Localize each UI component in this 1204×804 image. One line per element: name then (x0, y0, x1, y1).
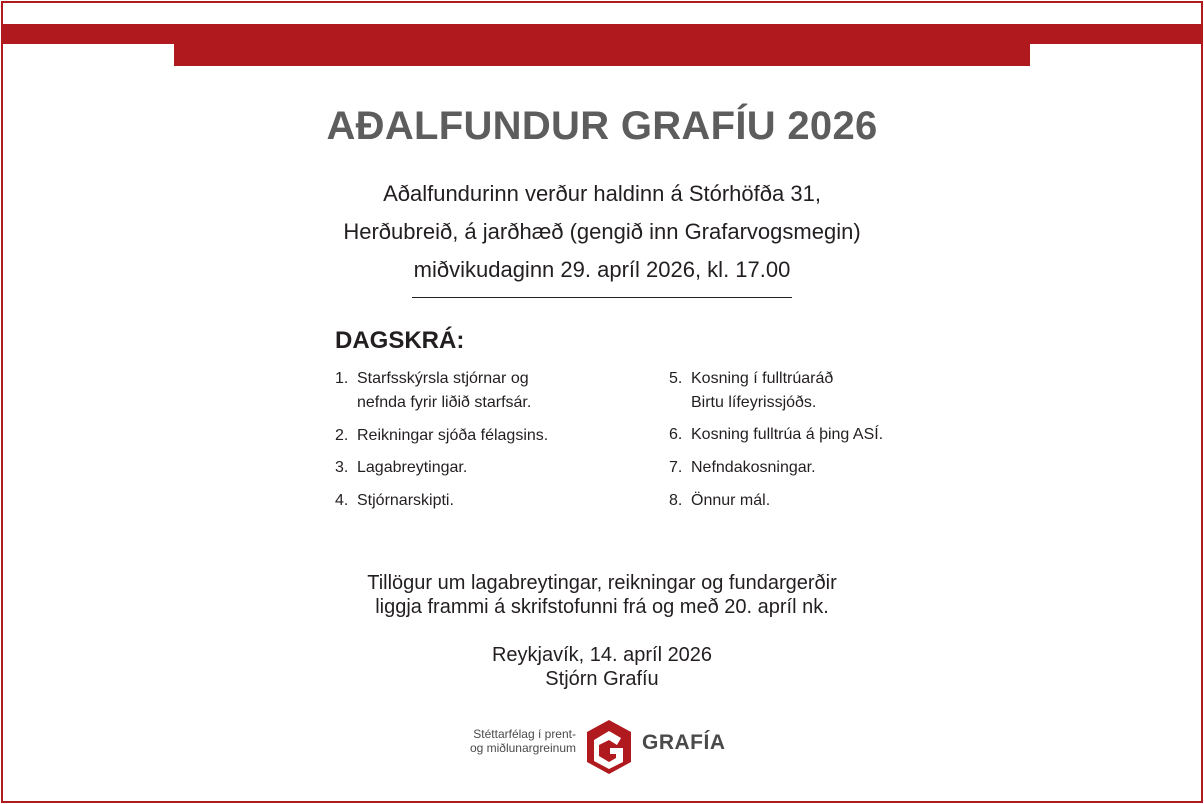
header-band-lower (174, 44, 1030, 66)
agenda-item (669, 423, 999, 447)
logo-tagline (456, 727, 576, 755)
agenda-item (335, 456, 665, 480)
agenda-heading: DAGSKRÁ: (335, 327, 465, 354)
agenda-item-text: Lagabreytingar. (357, 459, 468, 476)
page-title: AÐALFUNDUR GRAFÍU 2026 (326, 104, 878, 148)
agenda-item-text: Önnur mál. (691, 492, 771, 509)
agenda-item-number: 2. (335, 427, 349, 444)
notice-line: Tillögur um lagabreytingar, reikningar og fundargerðir (367, 572, 837, 594)
agenda-item-number: 5. (669, 370, 683, 387)
agenda-item-number: 4. (335, 492, 349, 509)
agenda-item-number: 8. (669, 492, 683, 509)
agenda-item-text: Nefndakosningar. (691, 459, 816, 476)
notice-line: liggja frammi á skrifstofunni frá og með 20. apríl nk. (375, 596, 829, 618)
agenda-item-text: Stjórnarskipti. (357, 492, 454, 509)
header-band (3, 24, 1201, 44)
agenda-item-text: Reikningar sjóða félagsins. (357, 427, 549, 444)
agenda-item-line: Birtu lífeyrissjóðs. (691, 394, 817, 411)
agenda-item-line: Starfsskýrsla stjórnar og (357, 370, 529, 387)
signatory: Stjórn Grafíu (545, 668, 659, 690)
logo-tagline-line: og miðlunargreinum (469, 741, 576, 755)
logo-wordmark: GRAFÍA (642, 731, 726, 754)
header-band-notch (184, 3, 1020, 24)
agenda-item-text: Kosning fulltrúa á þing ASÍ. (691, 426, 884, 443)
signoff (0, 643, 1204, 691)
agenda-item (335, 367, 665, 415)
agenda-item (669, 367, 999, 415)
meeting-details (0, 175, 1204, 289)
grafia-logo-icon (585, 718, 633, 776)
meeting-details-line: Aðalfundurinn verður haldinn á Stórhöfða 31, (383, 181, 821, 206)
agenda-item-number: 3. (335, 459, 349, 476)
agenda-item-number: 6. (669, 426, 683, 443)
agenda-item (335, 489, 665, 513)
agenda-item (335, 424, 665, 448)
logo-tagline-line: Stéttarfélag í prent- (473, 727, 576, 741)
agenda-item-number: 7. (669, 459, 683, 476)
documents-notice (0, 571, 1204, 619)
meeting-details-line: Herðubreið, á jarðhæð (gengið inn Grafarvogsmegin) (343, 219, 861, 244)
agenda-item-text (357, 367, 531, 415)
agenda-item (669, 456, 999, 480)
agenda-item-text (691, 367, 833, 415)
meeting-details-line: miðvikudaginn 29. apríl 2026, kl. 17.00 (413, 257, 791, 282)
agenda-item-line: Kosning í fulltrúaráð (691, 370, 834, 387)
agenda-item-line: nefnda fyrir liðið starfsár. (357, 394, 532, 411)
divider-rule (412, 297, 792, 298)
agenda-item (669, 489, 999, 513)
agenda-item-number: 1. (335, 370, 349, 387)
place-date: Reykjavík, 14. apríl 2026 (491, 644, 713, 666)
